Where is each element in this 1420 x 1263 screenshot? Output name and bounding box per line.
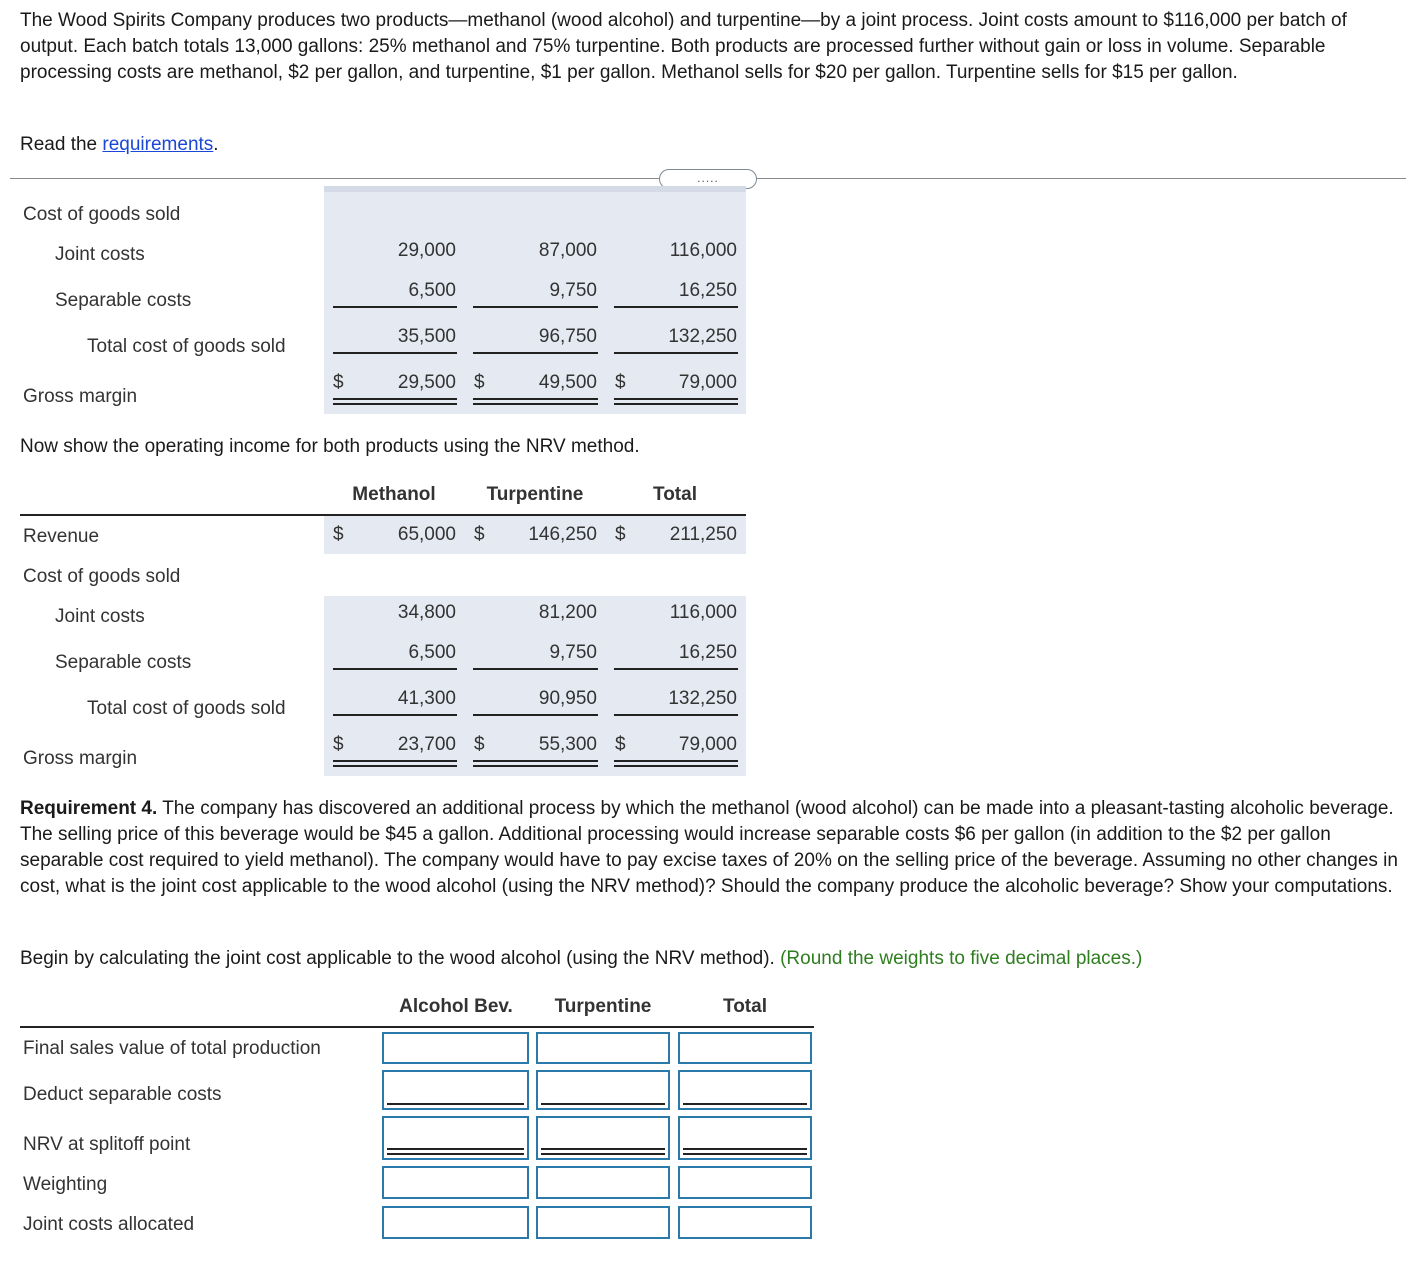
t2-joint-turpentine: 81,200 (538, 602, 597, 623)
problem-statement: The Wood Spirits Company produces two products—methanol (wood alcohol) and turpentine—by a joint process. Joint costs amount to $116,000 per batch of output. Each batch totals 13,000 gallons: 25% methanol and 75% turpentine. Both products are processed further without gain or loss in volume. Separable processing costs are methanol, $2 per gallon, and turpentine, $1 per gallon. Methanol sells for $20 per gallon. Turpentine sells for $15 per gallon. (20, 10, 1347, 83)
t1-total-total: 132,250 (668, 326, 737, 347)
weighting-alcohol-input[interactable] (382, 1166, 529, 1199)
deduct-sep-turpentine-input[interactable] (536, 1070, 670, 1110)
read-suffix: . (213, 134, 219, 155)
t2-dollar: $ (333, 524, 344, 545)
t3-header-alcohol-bev: Alcohol Bev. (399, 996, 513, 1017)
t2-label-joint: Joint costs (55, 606, 145, 627)
t2-label-separable: Separable costs (55, 652, 192, 673)
t1-gm-total: 79,000 (678, 372, 737, 393)
t1-dollar: $ (615, 372, 626, 393)
t1-joint-methanol: 29,000 (397, 240, 456, 261)
t3-header-total: Total (723, 996, 767, 1017)
t3-label-deduct-separable: Deduct separable costs (23, 1084, 222, 1105)
joint-alloc-alcohol-input[interactable] (382, 1206, 529, 1239)
nrv-alcohol-input[interactable] (382, 1116, 529, 1160)
weighting-turpentine-input[interactable] (536, 1166, 670, 1199)
t1-label-gross-margin: Gross margin (23, 386, 138, 407)
req4-label: Requirement 4. (20, 798, 158, 819)
t1-label-separable: Separable costs (55, 290, 192, 311)
t1-sep-turpentine: 9,750 (549, 280, 597, 301)
t1-gm-turpentine: 49,500 (538, 372, 597, 393)
read-requirements-line (20, 132, 1405, 158)
t3-label-final-sales: Final sales value of total production (23, 1038, 321, 1059)
t2-underline (333, 668, 457, 670)
requirements-link[interactable]: requirements (102, 134, 214, 155)
t2-underline (473, 714, 598, 716)
t2-underline (614, 714, 738, 716)
t1-joint-total: 116,000 (669, 240, 737, 261)
t2-gm-turpentine: 55,300 (538, 734, 597, 755)
t2-rev-turpentine: 146,250 (528, 524, 597, 545)
t2-total-total: 132,250 (668, 688, 737, 709)
t3-label-weighting: Weighting (23, 1174, 108, 1195)
t1-underline (614, 352, 738, 354)
read-prefix: Read the (20, 134, 103, 155)
t2-gm-total: 79,000 (678, 734, 737, 755)
nrv-prompt: Now show the operating income for both products using the NRV method. (20, 436, 640, 457)
final-sales-turpentine-input[interactable] (536, 1032, 670, 1064)
t1-underline (473, 352, 598, 354)
t1-total-methanol: 35,500 (397, 326, 456, 347)
t1-double-underline (614, 398, 738, 405)
deduct-sep-total-input[interactable] (678, 1070, 812, 1110)
t2-total-turpentine: 90,950 (538, 688, 597, 709)
t2-sep-methanol: 6,500 (408, 642, 456, 663)
t2-label-revenue: Revenue (23, 526, 100, 547)
nrv-turpentine-input[interactable] (536, 1116, 670, 1160)
t3-label-joint-allocated: Joint costs allocated (23, 1214, 195, 1235)
t2-sep-total: 16,250 (678, 642, 737, 663)
t3-header-turpentine: Turpentine (554, 996, 652, 1017)
t2-double-underline (614, 760, 738, 767)
t2-total-methanol: 41,300 (397, 688, 456, 709)
t1-sep-total: 16,250 (678, 280, 737, 301)
t1-label-total-cogs: Total cost of goods sold (87, 336, 286, 357)
t1-underline (614, 306, 738, 308)
t1-double-underline (473, 398, 598, 405)
t2-gm-methanol: 23,700 (397, 734, 456, 755)
t2-label-gross-margin: Gross margin (23, 748, 138, 769)
t1-label-joint: Joint costs (55, 244, 145, 265)
t1-underline (333, 306, 457, 308)
t2-joint-total: 116,000 (669, 602, 737, 623)
t2-header-turpentine: Turpentine (486, 484, 584, 505)
t1-underline (333, 352, 457, 354)
t1-double-underline (333, 398, 457, 405)
t1-dollar: $ (333, 372, 344, 393)
weighting-total-input[interactable] (678, 1166, 812, 1199)
nrv-total-input[interactable] (678, 1116, 812, 1160)
t1-joint-turpentine: 87,000 (538, 240, 597, 261)
t2-dollar: $ (474, 734, 485, 755)
t2-header-total: Total (653, 484, 697, 505)
t3-header-rule (20, 1026, 814, 1028)
begin-text: Begin by calculating the joint cost applicable to the wood alcohol (using the NRV method). (20, 948, 781, 969)
requirement-4 (20, 796, 1405, 900)
t2-joint-methanol: 34,800 (397, 602, 456, 623)
t2-underline (614, 668, 738, 670)
t2-label-cogs: Cost of goods sold (23, 566, 181, 587)
t2-dollar: $ (615, 524, 626, 545)
t2-header-methanol: Methanol (352, 484, 436, 505)
t2-double-underline (333, 760, 457, 767)
deduct-sep-alcohol-input[interactable] (382, 1070, 529, 1110)
t2-sep-turpentine: 9,750 (549, 642, 597, 663)
t2-underline (473, 668, 598, 670)
t2-dollar: $ (474, 524, 485, 545)
t2-double-underline (473, 760, 598, 767)
req4-text: The company has discovered an additional process by which the methanol (wood alcohol) can be made into a pleasant-tasting alcoholic beverage. The selling price of this beverage would be $45 a gallon. Additional processing would increase separable costs $6 per gallon (in addition to the $2 per gallon separable cost required to yield methanol). The company would have to pay excise taxes of 20% on the selling price of the beverage. Assuming no other changes in cost, what is the joint cost applicable to the wood alcohol (using the NRV method)? Should the company produce the alcoholic beverage? Show your computations. (20, 798, 1398, 897)
t1-dollar: $ (474, 372, 485, 393)
t2-dollar: $ (615, 734, 626, 755)
t1-total-turpentine: 96,750 (538, 326, 597, 347)
joint-alloc-total-input[interactable] (678, 1206, 812, 1239)
t1-gm-methanol: 29,500 (397, 372, 456, 393)
t2-dollar: $ (333, 734, 344, 755)
final-sales-total-input[interactable] (678, 1032, 812, 1064)
t3-label-nrv: NRV at splitoff point (23, 1134, 191, 1155)
t2-label-total-cogs: Total cost of goods sold (87, 698, 286, 719)
t1-sep-methanol: 6,500 (408, 280, 456, 301)
t2-rev-methanol: 65,000 (397, 524, 456, 545)
t2-underline (333, 714, 457, 716)
begin-instruction (20, 946, 1405, 972)
t2-rev-total: 211,250 (669, 524, 737, 545)
t1-underline (473, 306, 598, 308)
t1-label-cogs: Cost of goods sold (23, 204, 181, 225)
joint-alloc-turpentine-input[interactable] (536, 1206, 670, 1239)
expand-button[interactable]: ..... (659, 169, 757, 189)
rounding-hint: (Round the weights to five decimal places.) (780, 948, 1143, 969)
table1-header-strip (324, 186, 746, 192)
final-sales-alcohol-input[interactable] (382, 1032, 529, 1064)
